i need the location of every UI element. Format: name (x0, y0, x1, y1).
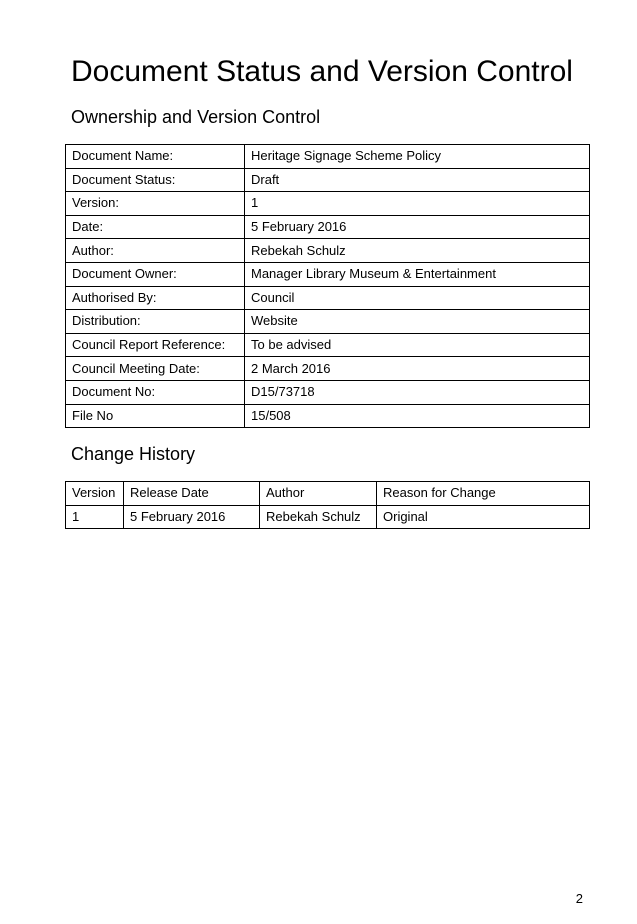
ownership-table (65, 144, 590, 428)
table-row (66, 380, 590, 404)
change-history-table (65, 481, 590, 529)
row-label: Authorised By: (66, 286, 245, 310)
row-label: Author: (66, 239, 245, 263)
row-value: Manager Library Museum & Entertainment (245, 262, 590, 286)
table-row (66, 145, 590, 169)
table-row (66, 404, 590, 428)
table-row (66, 333, 590, 357)
table-row (66, 357, 590, 381)
row-value: D15/73718 (245, 380, 590, 404)
row-label: Document Name: (66, 145, 245, 169)
row-label: Distribution: (66, 310, 245, 334)
cell-release-date: 5 February 2016 (124, 505, 260, 529)
row-label: Document Owner: (66, 262, 245, 286)
change-history-heading: Change History (71, 444, 196, 464)
column-header-release-date: Release Date (124, 482, 260, 506)
row-value: 2 March 2016 (245, 357, 590, 381)
row-label: Document Status: (66, 168, 245, 192)
page-title: Document Status and Version Control (71, 55, 573, 88)
row-value: 1 (245, 192, 590, 216)
row-value: Council (245, 286, 590, 310)
table-row (66, 239, 590, 263)
row-label: Document No: (66, 380, 245, 404)
row-value: 5 February 2016 (245, 215, 590, 239)
row-label: Version: (66, 192, 245, 216)
ownership-heading: Ownership and Version Control (71, 107, 321, 127)
table-row (66, 192, 590, 216)
table-row (66, 262, 590, 286)
table-row (66, 286, 590, 310)
row-label: Council Report Reference: (66, 333, 245, 357)
page-number: 2 (575, 891, 583, 906)
column-header-version: Version (66, 482, 124, 506)
row-label: Council Meeting Date: (66, 357, 245, 381)
table-row (66, 310, 590, 334)
cell-reason: Original (377, 505, 590, 529)
row-value: Heritage Signage Scheme Policy (245, 145, 590, 169)
row-value: Rebekah Schulz (245, 239, 590, 263)
table-header-row (66, 482, 590, 506)
row-value: Website (245, 310, 590, 334)
table-row (66, 215, 590, 239)
row-value: Draft (245, 168, 590, 192)
table-row (66, 505, 590, 529)
cell-author: Rebekah Schulz (260, 505, 377, 529)
cell-version: 1 (66, 505, 124, 529)
row-value: To be advised (245, 333, 590, 357)
column-header-reason: Reason for Change (377, 482, 590, 506)
row-label: File No (66, 404, 245, 428)
column-header-author: Author (260, 482, 377, 506)
table-row (66, 168, 590, 192)
row-value: 15/508 (245, 404, 590, 428)
row-label: Date: (66, 215, 245, 239)
